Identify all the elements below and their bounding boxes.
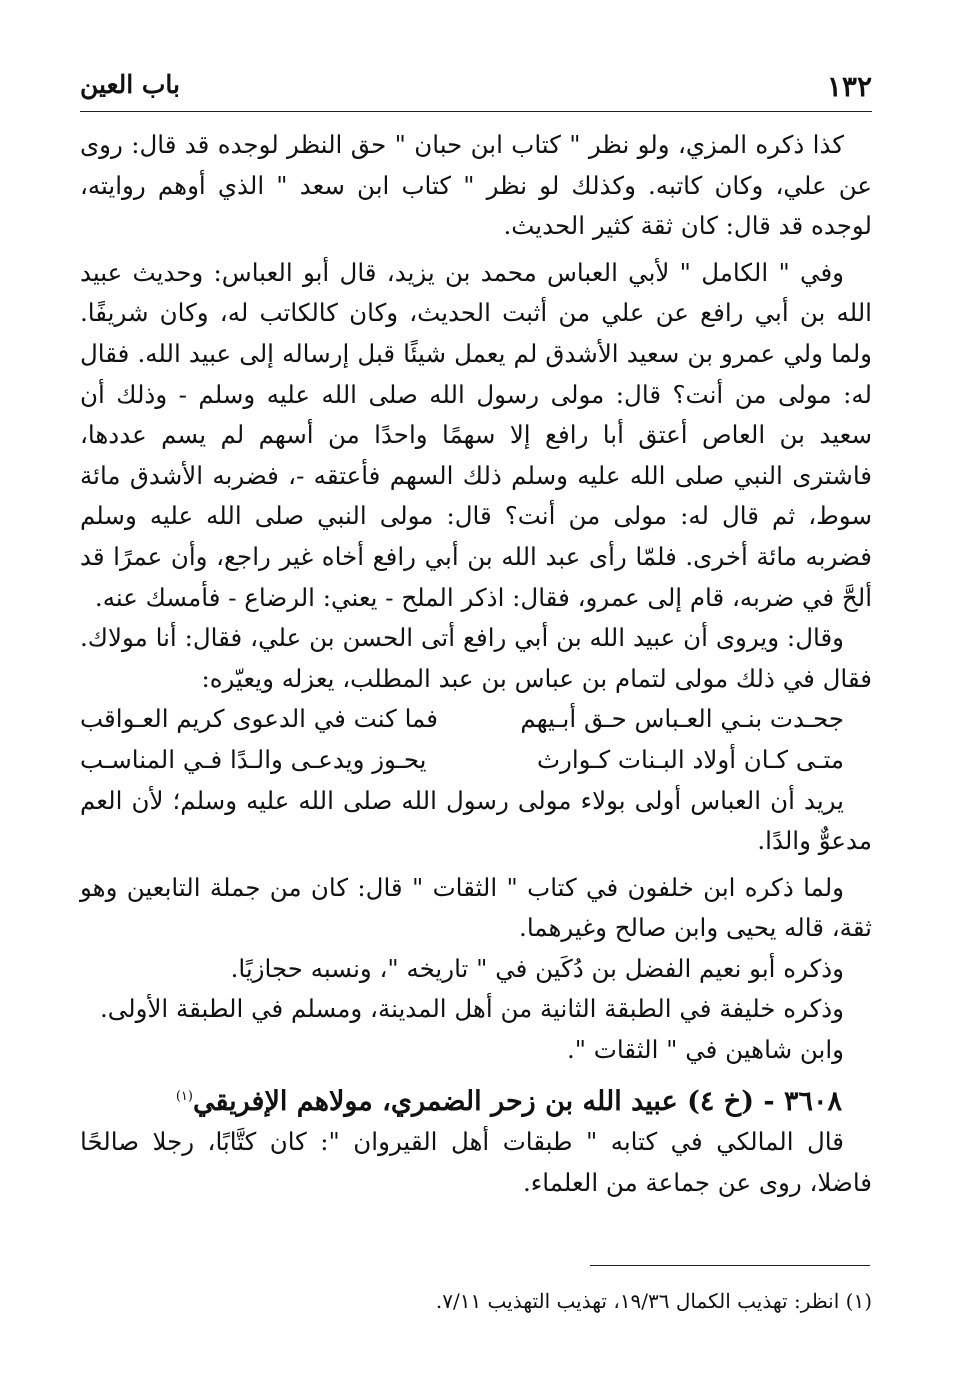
- header-divider: [80, 111, 872, 112]
- short-line: وابن شاهين في " الثقات ".: [566, 1035, 844, 1065]
- verse-second-hemistich: فما كنت في الدعوى كريم العـواقب: [80, 704, 438, 734]
- entry-text: قال المالكي في كتابه " طبقات أهل القيروان ": كان كتَّابًا، رجلا صالحًا فاضلا، روى عن جماعة من العلماء.: [80, 1127, 872, 1197]
- verse-first-hemistich: متـى كـان أولاد البـنات كـوارث: [536, 744, 844, 774]
- short-line: وذكره خليفة في الطبقة الثانية من أهل المدينة، ومسلم في الطبقة الأولى.: [99, 994, 844, 1024]
- page-body: [80, 125, 872, 1203]
- paragraph: يريد أن العباس أولى بولاء مولى رسول الله صلى الله عليه وسلم؛ لأن العم مدعوٌّ والدًا.: [80, 785, 872, 856]
- short-line: وذكره أبو نعيم الفضل بن دُكَين في " تاريخه "، ونسبه حجازيًا.: [230, 953, 844, 983]
- footnote-divider: [590, 1265, 870, 1266]
- paragraph: وقال: ويروى أن عبيد الله بن أبي رافع أتى الحسن بن علي، فقال: أنا مولاك. فقال في ذلك مولى لتمام بن عباس بن عبد المطلب، يعزله ويعيّره:: [80, 623, 872, 693]
- verse-second-hemistich: يحـوز ويدعـى والـدًا فـي المناسـب: [80, 744, 427, 774]
- paragraph: كذا ذكره المزي، ولو نظر " كتاب ابن حبان " حق النظر لوجده قد قال: روى عن علي، وكان كاتبه. وكذلك لو نظر " كتاب ابن سعد " الذي أوهم روايته، لوجده قد قال: كان ثقة كثير الحديث.: [80, 130, 872, 241]
- verse-first-hemistich: جحـدت بنـي العـباس حـق أبـيهم: [520, 704, 844, 734]
- footnote-marker: (١): [175, 1088, 193, 1104]
- paragraph: وفي " الكامل " لأبي العباس محمد بن يزيد، قال أبو العباس: وحديث عبيد الله بن أبي رافع عن علي من أثبت الحديث، وكان كالكاتب له، وكان شريفًا. ولما ولي عمرو بن سعيد الأشدق لم يعمل شيئًا قبل إرساله إلى عبيد الله. فقال له: مولى من أنت؟ قال: مولى رسول الله صلى الله عليه وسلم - وذلك أن سعيد بن العاص أعتق أبا رافع إلا سهمًا واحدًا من أسهم لم يسم عددها، فاشترى النبي صلى الله عليه وسلم ذلك السهم فأعتقه -، فضربه الأشدق مائة سوط، ثم قال له: مولى من أنت؟ قال: مولى النبي صلى الله عليه وسلم فضربه مائة أخرى. فلمّا رأى عبد الله بن أبي رافع أخاه غير راجع، وأن عمرًا قد ألحَّ في ضربه، قام إلى عمرو، فقال: اذكر الملح - يعني: الرضاع - فأمسك عنه.: [80, 257, 872, 612]
- footnote: (١) انظر: تهذيب الكمال ١٩/٣٦، تهذيب التهذيب ٧/١١.: [435, 1289, 872, 1313]
- entry-title: ٣٦٠٨ - (خ ٤) عبيد الله بن زحر الضمري، مولاهم الإفريقي: [192, 1085, 842, 1117]
- entry-heading: [80, 1077, 872, 1123]
- verse-line: [80, 699, 872, 740]
- paragraph: ولما ذكره ابن خلفون في كتاب " الثقات " قال: كان من جملة التابعين وهو ثقة، قاله يحيى وابن صالح وغيرهما.: [80, 872, 872, 943]
- running-title: باب العين: [80, 70, 181, 99]
- page-header: [80, 66, 872, 110]
- verse-line: [80, 740, 872, 781]
- page-number: ١٣٢: [826, 70, 872, 103]
